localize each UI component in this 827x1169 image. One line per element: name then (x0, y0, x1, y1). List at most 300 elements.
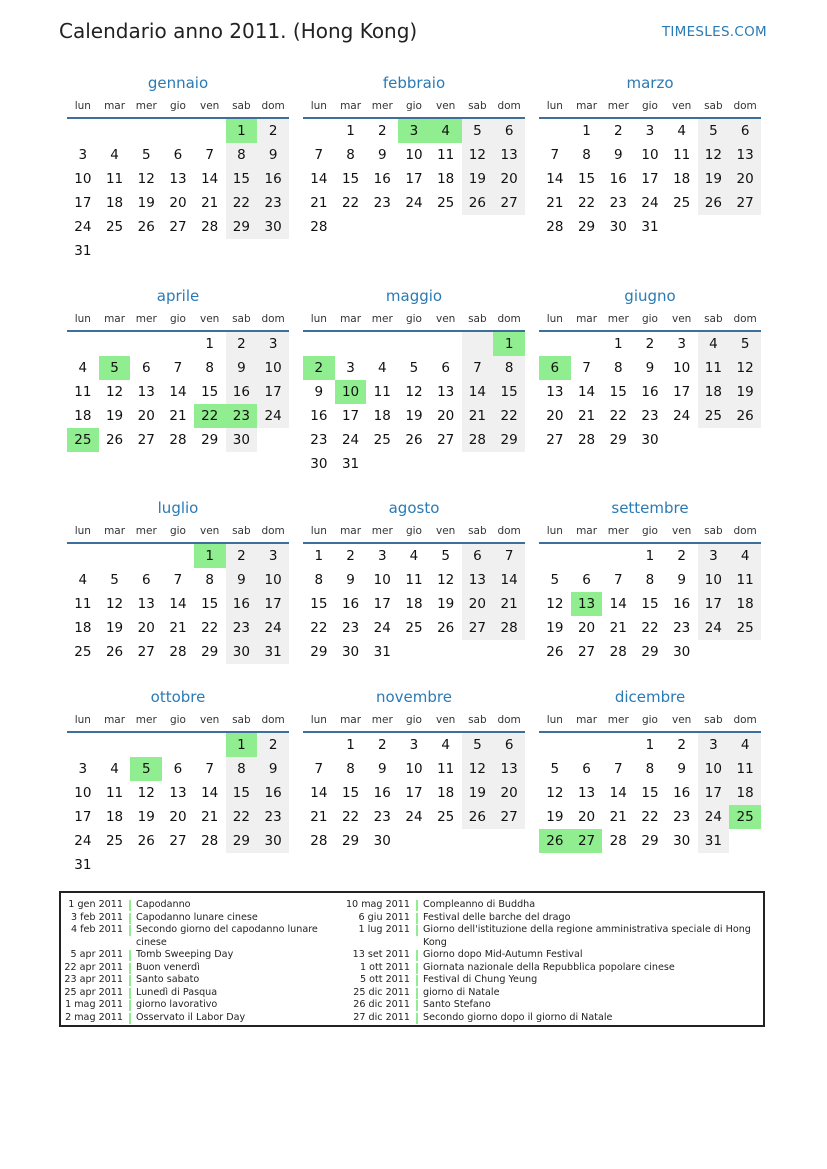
day-cell[interactable]: 21 (169, 620, 187, 636)
day-cell[interactable]: 2 (257, 118, 289, 143)
day-cell[interactable]: 3 (257, 543, 289, 568)
day-cell[interactable]: 11 (673, 147, 691, 163)
day-cell[interactable]: 11 (105, 785, 124, 801)
day-cell[interactable]: 2 (257, 732, 289, 757)
day-cell[interactable]: 5 (462, 118, 494, 143)
day-cell[interactable]: 20 (546, 408, 564, 424)
day-cell[interactable]: 26 (137, 833, 155, 849)
day-cell[interactable]: 3 (78, 147, 88, 163)
day-cell[interactable]: 20 (493, 167, 525, 191)
day-cell[interactable]: 26 (437, 620, 455, 636)
day-cell[interactable]: 6 (493, 118, 525, 143)
day-cell[interactable]: 11 (729, 757, 761, 781)
day-cell[interactable]: 16 (257, 167, 289, 191)
day-cell[interactable]: 22 (641, 620, 659, 636)
day-cell[interactable]: 12 (437, 572, 455, 588)
day-cell[interactable]: 22 (577, 195, 596, 211)
day-cell[interactable]: 31 (373, 644, 391, 660)
day-cell[interactable]: 18 (74, 408, 92, 424)
day-cell[interactable]: 29 (341, 833, 360, 849)
day-cell[interactable]: 9 (377, 761, 387, 777)
day-cell[interactable]: 29 (641, 833, 659, 849)
day-cell[interactable]: 2 (677, 548, 686, 564)
day-cell[interactable]: 10 (405, 761, 423, 777)
day-cell[interactable]: 13 (169, 171, 187, 187)
day-cell[interactable]: 22 (201, 620, 219, 636)
day-cell[interactable]: 2 (645, 336, 655, 352)
day-cell[interactable]: 26 (539, 829, 571, 853)
day-cell[interactable]: 24 (74, 833, 92, 849)
day-cell[interactable]: 28 (493, 616, 525, 640)
day-cell[interactable]: 27 (577, 644, 596, 660)
day-cell[interactable]: 19 (698, 167, 730, 191)
day-cell[interactable]: 11 (437, 147, 455, 163)
day-cell[interactable]: 8 (346, 147, 355, 163)
day-cell[interactable]: 10 (335, 380, 367, 404)
day-cell[interactable]: 23 (310, 432, 328, 448)
day-cell[interactable]: 13 (137, 384, 155, 400)
day-cell[interactable]: 21 (310, 195, 328, 211)
day-cell[interactable]: 1 (613, 336, 623, 352)
day-cell[interactable]: 31 (257, 640, 289, 664)
day-cell[interactable]: 26 (462, 805, 494, 829)
day-cell[interactable]: 28 (310, 833, 328, 849)
day-cell[interactable]: 18 (729, 592, 761, 616)
day-cell[interactable]: 17 (341, 408, 360, 424)
day-cell[interactable]: 16 (673, 596, 691, 612)
day-cell[interactable]: 3 (645, 123, 655, 139)
day-cell[interactable]: 1 (645, 737, 655, 753)
day-cell[interactable]: 1 (346, 737, 355, 753)
day-cell[interactable]: 11 (437, 761, 455, 777)
day-cell[interactable]: 6 (539, 356, 571, 380)
day-cell[interactable]: 13 (546, 384, 564, 400)
day-cell[interactable]: 31 (698, 829, 730, 853)
day-cell[interactable]: 18 (729, 781, 761, 805)
day-cell[interactable]: 2 (303, 356, 335, 380)
day-cell[interactable]: 23 (609, 195, 627, 211)
day-cell[interactable]: 28 (462, 428, 494, 452)
day-cell[interactable]: 14 (201, 171, 219, 187)
day-cell[interactable]: 14 (201, 785, 219, 801)
day-cell[interactable]: 19 (462, 167, 494, 191)
day-cell[interactable]: 28 (169, 432, 187, 448)
day-cell[interactable]: 13 (577, 785, 596, 801)
day-cell[interactable]: 9 (257, 757, 289, 781)
day-cell[interactable]: 5 (462, 732, 494, 757)
day-cell[interactable]: 25 (729, 805, 761, 829)
day-cell[interactable]: 23 (341, 620, 360, 636)
day-cell[interactable]: 7 (613, 572, 623, 588)
day-cell[interactable]: 3 (78, 761, 88, 777)
day-cell[interactable]: 23 (226, 616, 258, 640)
day-cell[interactable]: 7 (173, 572, 183, 588)
day-cell[interactable]: 8 (613, 360, 623, 376)
day-cell[interactable]: 8 (346, 761, 355, 777)
day-cell[interactable]: 7 (462, 356, 494, 380)
day-cell[interactable]: 16 (373, 785, 391, 801)
day-cell[interactable]: 28 (169, 644, 187, 660)
day-cell[interactable]: 15 (609, 384, 627, 400)
day-cell[interactable]: 16 (373, 171, 391, 187)
day-cell[interactable]: 17 (373, 596, 391, 612)
day-cell[interactable]: 24 (373, 620, 391, 636)
day-cell[interactable]: 3 (346, 360, 355, 376)
day-cell[interactable]: 1 (226, 732, 258, 757)
day-cell[interactable]: 2 (677, 737, 686, 753)
day-cell[interactable]: 22 (493, 404, 525, 428)
day-cell[interactable]: 21 (577, 408, 596, 424)
day-cell[interactable]: 26 (105, 644, 124, 660)
day-cell[interactable]: 23 (257, 191, 289, 215)
day-cell[interactable]: 10 (698, 757, 730, 781)
day-cell[interactable]: 13 (729, 143, 761, 167)
day-cell[interactable]: 16 (673, 785, 691, 801)
day-cell[interactable]: 18 (437, 171, 455, 187)
day-cell[interactable]: 4 (677, 123, 686, 139)
day-cell[interactable]: 4 (729, 732, 761, 757)
day-cell[interactable]: 13 (493, 143, 525, 167)
day-cell[interactable]: 13 (493, 757, 525, 781)
day-cell[interactable]: 20 (437, 408, 455, 424)
day-cell[interactable]: 23 (373, 809, 391, 825)
day-cell[interactable]: 16 (641, 384, 659, 400)
day-cell[interactable]: 15 (226, 167, 258, 191)
day-cell[interactable]: 5 (130, 757, 162, 781)
day-cell[interactable]: 26 (546, 644, 564, 660)
day-cell[interactable]: 11 (405, 572, 423, 588)
day-cell[interactable]: 15 (577, 171, 596, 187)
day-cell[interactable]: 21 (462, 404, 494, 428)
day-cell[interactable]: 15 (201, 384, 219, 400)
day-cell[interactable]: 4 (441, 737, 450, 753)
day-cell[interactable]: 11 (729, 568, 761, 592)
day-cell[interactable]: 15 (341, 171, 360, 187)
day-cell[interactable]: 9 (314, 384, 324, 400)
day-cell[interactable]: 20 (493, 781, 525, 805)
day-cell[interactable]: 16 (341, 596, 360, 612)
day-cell[interactable]: 6 (173, 147, 183, 163)
day-cell[interactable]: 24 (641, 195, 659, 211)
day-cell[interactable]: 2 (377, 123, 387, 139)
day-cell[interactable]: 27 (462, 616, 494, 640)
day-cell[interactable]: 8 (226, 143, 258, 167)
day-cell[interactable]: 10 (257, 356, 289, 380)
day-cell[interactable]: 6 (582, 761, 591, 777)
day-cell[interactable]: 10 (74, 171, 92, 187)
day-cell[interactable]: 10 (405, 147, 423, 163)
day-cell[interactable]: 9 (677, 572, 686, 588)
day-cell[interactable]: 1 (226, 118, 258, 143)
day-cell[interactable]: 24 (74, 219, 92, 235)
day-cell[interactable]: 9 (677, 761, 686, 777)
day-cell[interactable]: 14 (169, 384, 187, 400)
day-cell[interactable]: 4 (78, 360, 88, 376)
day-cell[interactable]: 19 (405, 408, 423, 424)
day-cell[interactable]: 25 (105, 833, 124, 849)
day-cell[interactable]: 14 (609, 596, 627, 612)
day-cell[interactable]: 18 (74, 620, 92, 636)
day-cell[interactable]: 26 (462, 191, 494, 215)
day-cell[interactable]: 22 (341, 809, 360, 825)
day-cell[interactable]: 19 (462, 781, 494, 805)
day-cell[interactable]: 7 (205, 761, 214, 777)
day-cell[interactable]: 18 (373, 408, 391, 424)
day-cell[interactable]: 14 (310, 171, 328, 187)
day-cell[interactable]: 30 (257, 829, 289, 853)
day-cell[interactable]: 1 (194, 543, 226, 568)
day-cell[interactable]: 15 (226, 781, 258, 805)
day-cell[interactable]: 29 (641, 644, 659, 660)
day-cell[interactable]: 27 (571, 829, 603, 853)
day-cell[interactable]: 30 (609, 219, 627, 235)
day-cell[interactable]: 20 (729, 167, 761, 191)
day-cell[interactable]: 27 (546, 432, 564, 448)
day-cell[interactable]: 2 (226, 543, 258, 568)
day-cell[interactable]: 17 (257, 380, 289, 404)
day-cell[interactable]: 12 (105, 384, 124, 400)
day-cell[interactable]: 17 (698, 592, 730, 616)
day-cell[interactable]: 25 (673, 195, 691, 211)
day-cell[interactable]: 8 (582, 147, 591, 163)
day-cell[interactable]: 23 (641, 408, 659, 424)
day-cell[interactable]: 23 (673, 809, 691, 825)
day-cell[interactable]: 11 (74, 596, 92, 612)
day-cell[interactable]: 12 (105, 596, 124, 612)
day-cell[interactable]: 20 (137, 620, 155, 636)
day-cell[interactable]: 27 (437, 432, 455, 448)
day-cell[interactable]: 25 (74, 644, 92, 660)
day-cell[interactable]: 15 (201, 596, 219, 612)
day-cell[interactable]: 7 (613, 761, 623, 777)
day-cell[interactable]: 13 (437, 384, 455, 400)
day-cell[interactable]: 13 (169, 785, 187, 801)
day-cell[interactable]: 28 (577, 432, 596, 448)
day-cell[interactable]: 8 (226, 757, 258, 781)
day-cell[interactable]: 26 (137, 219, 155, 235)
day-cell[interactable]: 20 (169, 809, 187, 825)
day-cell[interactable]: 2 (377, 737, 387, 753)
day-cell[interactable]: 7 (314, 147, 324, 163)
day-cell[interactable]: 28 (546, 219, 564, 235)
day-cell[interactable]: 16 (257, 781, 289, 805)
day-cell[interactable]: 14 (609, 785, 627, 801)
day-cell[interactable]: 1 (314, 548, 324, 564)
day-cell[interactable]: 8 (205, 360, 214, 376)
day-cell[interactable]: 25 (729, 616, 761, 640)
day-cell[interactable]: 4 (698, 331, 730, 356)
day-cell[interactable]: 28 (310, 219, 328, 235)
day-cell[interactable]: 1 (346, 123, 355, 139)
day-cell[interactable]: 12 (698, 143, 730, 167)
day-cell[interactable]: 14 (577, 384, 596, 400)
day-cell[interactable]: 6 (141, 360, 151, 376)
day-cell[interactable]: 18 (105, 809, 124, 825)
day-cell[interactable]: 25 (437, 809, 455, 825)
day-cell[interactable]: 6 (729, 118, 761, 143)
day-cell[interactable]: 22 (641, 809, 659, 825)
brand-link[interactable]: TIMESLES.COM (661, 24, 767, 40)
day-cell[interactable]: 10 (257, 568, 289, 592)
day-cell[interactable]: 12 (546, 785, 564, 801)
day-cell[interactable]: 2 (226, 331, 258, 356)
day-cell[interactable]: 24 (257, 404, 289, 428)
day-cell[interactable]: 4 (430, 118, 462, 143)
day-cell[interactable]: 26 (729, 404, 761, 428)
day-cell[interactable]: 11 (105, 171, 124, 187)
day-cell[interactable]: 7 (205, 147, 214, 163)
day-cell[interactable]: 20 (577, 809, 596, 825)
day-cell[interactable]: 30 (226, 640, 258, 664)
day-cell[interactable]: 24 (405, 195, 423, 211)
day-cell[interactable]: 2 (613, 123, 623, 139)
day-cell[interactable]: 31 (74, 857, 92, 873)
day-cell[interactable]: 14 (493, 568, 525, 592)
day-cell[interactable]: 17 (405, 785, 423, 801)
day-cell[interactable]: 30 (341, 644, 360, 660)
day-cell[interactable]: 6 (441, 360, 450, 376)
day-cell[interactable]: 15 (641, 596, 659, 612)
day-cell[interactable]: 21 (546, 195, 564, 211)
day-cell[interactable]: 16 (609, 171, 627, 187)
day-cell[interactable]: 9 (226, 568, 258, 592)
day-cell[interactable]: 13 (462, 568, 494, 592)
day-cell[interactable]: 5 (110, 572, 119, 588)
day-cell[interactable]: 20 (137, 408, 155, 424)
day-cell[interactable]: 10 (373, 572, 391, 588)
day-cell[interactable]: 27 (729, 191, 761, 215)
day-cell[interactable]: 5 (698, 118, 730, 143)
day-cell[interactable]: 9 (613, 147, 623, 163)
day-cell[interactable]: 28 (201, 219, 219, 235)
day-cell[interactable]: 19 (546, 809, 564, 825)
day-cell[interactable]: 10 (673, 360, 691, 376)
day-cell[interactable]: 7 (550, 147, 560, 163)
day-cell[interactable]: 23 (226, 404, 258, 428)
day-cell[interactable]: 8 (645, 761, 655, 777)
day-cell[interactable]: 6 (582, 572, 591, 588)
day-cell[interactable]: 24 (698, 616, 730, 640)
day-cell[interactable]: 5 (550, 572, 560, 588)
day-cell[interactable]: 4 (409, 548, 419, 564)
day-cell[interactable]: 13 (571, 592, 603, 616)
day-cell[interactable]: 19 (546, 620, 564, 636)
day-cell[interactable]: 22 (194, 404, 226, 428)
day-cell[interactable]: 17 (673, 384, 691, 400)
day-cell[interactable]: 3 (377, 548, 387, 564)
day-cell[interactable]: 28 (201, 833, 219, 849)
day-cell[interactable]: 14 (310, 785, 328, 801)
day-cell[interactable]: 1 (582, 123, 591, 139)
day-cell[interactable]: 17 (74, 809, 92, 825)
day-cell[interactable]: 13 (137, 596, 155, 612)
day-cell[interactable]: 24 (405, 809, 423, 825)
day-cell[interactable]: 8 (314, 572, 324, 588)
day-cell[interactable]: 12 (137, 171, 155, 187)
day-cell[interactable]: 27 (137, 644, 155, 660)
day-cell[interactable]: 20 (577, 620, 596, 636)
day-cell[interactable]: 9 (645, 360, 655, 376)
day-cell[interactable]: 24 (698, 805, 730, 829)
day-cell[interactable]: 27 (493, 191, 525, 215)
day-cell[interactable]: 12 (546, 596, 564, 612)
day-cell[interactable]: 8 (645, 572, 655, 588)
day-cell[interactable]: 20 (462, 592, 494, 616)
day-cell[interactable]: 12 (137, 785, 155, 801)
day-cell[interactable]: 4 (78, 572, 88, 588)
day-cell[interactable]: 22 (226, 191, 258, 215)
day-cell[interactable]: 14 (462, 380, 494, 404)
day-cell[interactable]: 15 (341, 785, 360, 801)
day-cell[interactable]: 3 (677, 336, 686, 352)
day-cell[interactable]: 29 (226, 829, 258, 853)
day-cell[interactable]: 29 (493, 428, 525, 452)
day-cell[interactable]: 18 (437, 785, 455, 801)
day-cell[interactable]: 21 (609, 620, 627, 636)
day-cell[interactable]: 26 (405, 432, 423, 448)
day-cell[interactable]: 30 (310, 456, 328, 472)
day-cell[interactable]: 19 (729, 380, 761, 404)
day-cell[interactable]: 8 (493, 356, 525, 380)
day-cell[interactable]: 12 (729, 356, 761, 380)
day-cell[interactable]: 25 (698, 404, 730, 428)
day-cell[interactable]: 6 (173, 761, 183, 777)
day-cell[interactable]: 16 (226, 380, 258, 404)
day-cell[interactable]: 3 (698, 543, 730, 568)
day-cell[interactable]: 30 (226, 428, 258, 452)
day-cell[interactable]: 10 (74, 785, 92, 801)
day-cell[interactable]: 4 (110, 147, 119, 163)
day-cell[interactable]: 15 (493, 380, 525, 404)
day-cell[interactable]: 29 (609, 432, 627, 448)
day-cell[interactable]: 21 (609, 809, 627, 825)
day-cell[interactable]: 9 (346, 572, 355, 588)
day-cell[interactable]: 6 (493, 732, 525, 757)
day-cell[interactable]: 29 (310, 644, 328, 660)
day-cell[interactable]: 17 (641, 171, 659, 187)
day-cell[interactable]: 4 (110, 761, 119, 777)
day-cell[interactable]: 21 (201, 195, 219, 211)
day-cell[interactable]: 3 (698, 732, 730, 757)
day-cell[interactable]: 5 (409, 360, 419, 376)
day-cell[interactable]: 27 (169, 219, 187, 235)
day-cell[interactable]: 25 (373, 432, 391, 448)
day-cell[interactable]: 23 (373, 195, 391, 211)
day-cell[interactable]: 11 (698, 356, 730, 380)
day-cell[interactable]: 6 (141, 572, 151, 588)
day-cell[interactable]: 26 (105, 432, 124, 448)
day-cell[interactable]: 18 (698, 380, 730, 404)
day-cell[interactable]: 31 (641, 219, 659, 235)
day-cell[interactable]: 7 (314, 761, 324, 777)
day-cell[interactable]: 16 (226, 592, 258, 616)
day-cell[interactable]: 8 (205, 572, 214, 588)
day-cell[interactable]: 5 (550, 761, 560, 777)
day-cell[interactable]: 21 (310, 809, 328, 825)
day-cell[interactable]: 1 (205, 336, 214, 352)
day-cell[interactable]: 24 (257, 616, 289, 640)
day-cell[interactable]: 3 (409, 737, 419, 753)
day-cell[interactable]: 18 (405, 596, 423, 612)
day-cell[interactable]: 5 (141, 147, 151, 163)
day-cell[interactable]: 20 (169, 195, 187, 211)
day-cell[interactable]: 9 (226, 356, 258, 380)
day-cell[interactable]: 30 (673, 833, 691, 849)
day-cell[interactable]: 21 (169, 408, 187, 424)
day-cell[interactable]: 24 (673, 408, 691, 424)
day-cell[interactable]: 19 (437, 596, 455, 612)
day-cell[interactable]: 1 (493, 331, 525, 356)
